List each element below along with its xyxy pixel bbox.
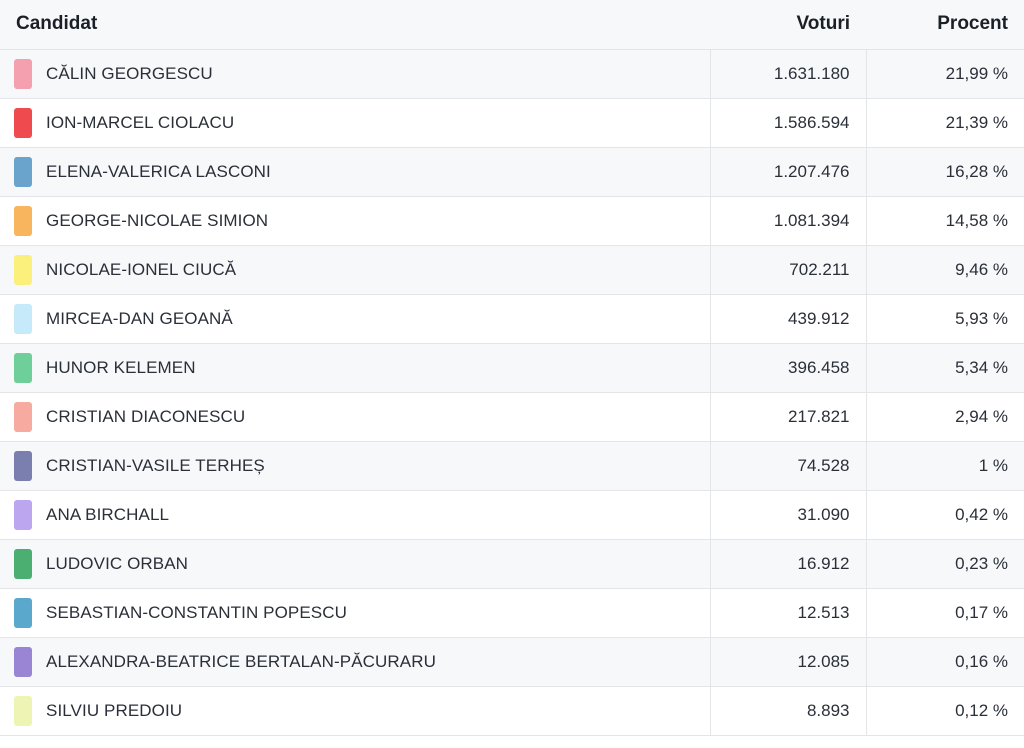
candidate-wrapper bbox=[14, 549, 694, 579]
votes-cell: 1.081.394 bbox=[710, 197, 866, 246]
color-swatch-icon bbox=[14, 696, 32, 726]
percent-cell: 21,39 % bbox=[866, 99, 1024, 148]
votes-cell: 1.631.180 bbox=[710, 50, 866, 99]
color-swatch-icon bbox=[14, 304, 32, 334]
candidate-cell bbox=[0, 344, 710, 393]
candidate-name: GEORGE-NICOLAE SIMION bbox=[46, 211, 269, 230]
candidate-wrapper bbox=[14, 304, 694, 334]
color-swatch-icon bbox=[14, 255, 32, 285]
percent-cell: 0,12 % bbox=[866, 687, 1024, 736]
votes-cell: 396.458 bbox=[710, 344, 866, 393]
candidate-wrapper bbox=[14, 647, 694, 677]
candidate-cell bbox=[0, 50, 710, 99]
column-header-votes[interactable]: Voturi bbox=[710, 0, 866, 50]
table-row[interactable] bbox=[0, 491, 1024, 540]
color-swatch-icon bbox=[14, 549, 32, 579]
candidate-cell bbox=[0, 491, 710, 540]
votes-cell: 1.586.594 bbox=[710, 99, 866, 148]
table-row[interactable] bbox=[0, 99, 1024, 148]
candidate-cell bbox=[0, 148, 710, 197]
table-row[interactable] bbox=[0, 50, 1024, 99]
table-row[interactable] bbox=[0, 540, 1024, 589]
percent-cell: 0,42 % bbox=[866, 491, 1024, 540]
candidate-wrapper bbox=[14, 598, 694, 628]
candidate-cell bbox=[0, 687, 710, 736]
candidate-wrapper bbox=[14, 451, 694, 481]
percent-cell: 5,34 % bbox=[866, 344, 1024, 393]
candidate-name: CRISTIAN DIACONESCU bbox=[46, 407, 246, 426]
candidate-cell bbox=[0, 246, 710, 295]
candidate-cell bbox=[0, 393, 710, 442]
table-row[interactable] bbox=[0, 442, 1024, 491]
table-row[interactable] bbox=[0, 246, 1024, 295]
table-row[interactable] bbox=[0, 344, 1024, 393]
votes-cell: 12.085 bbox=[710, 638, 866, 687]
table-row[interactable] bbox=[0, 393, 1024, 442]
candidate-name: CĂLIN GEORGESCU bbox=[46, 64, 213, 83]
votes-cell: 1.207.476 bbox=[710, 148, 866, 197]
candidate-wrapper bbox=[14, 500, 694, 530]
color-swatch-icon bbox=[14, 647, 32, 677]
percent-cell: 0,23 % bbox=[866, 540, 1024, 589]
votes-cell: 31.090 bbox=[710, 491, 866, 540]
candidate-wrapper bbox=[14, 206, 694, 236]
candidate-name: ION-MARCEL CIOLACU bbox=[46, 113, 235, 132]
table-body bbox=[0, 50, 1024, 736]
table-header bbox=[0, 0, 1024, 50]
candidate-name: SEBASTIAN-CONSTANTIN POPESCU bbox=[46, 603, 347, 622]
column-header-candidate[interactable]: Candidat bbox=[0, 0, 710, 50]
candidate-name: LUDOVIC ORBAN bbox=[46, 554, 189, 573]
votes-cell: 12.513 bbox=[710, 589, 866, 638]
votes-cell: 16.912 bbox=[710, 540, 866, 589]
color-swatch-icon bbox=[14, 402, 32, 432]
column-header-percent[interactable]: Procent bbox=[866, 0, 1024, 50]
candidate-name: MIRCEA-DAN GEOANĂ bbox=[46, 309, 233, 328]
percent-cell: 2,94 % bbox=[866, 393, 1024, 442]
votes-cell: 439.912 bbox=[710, 295, 866, 344]
candidate-wrapper bbox=[14, 255, 694, 285]
candidate-cell bbox=[0, 589, 710, 638]
candidate-name: ANA BIRCHALL bbox=[46, 505, 170, 524]
color-swatch-icon bbox=[14, 206, 32, 236]
color-swatch-icon bbox=[14, 353, 32, 383]
candidate-wrapper bbox=[14, 696, 694, 726]
table-row[interactable] bbox=[0, 638, 1024, 687]
percent-cell: 0,16 % bbox=[866, 638, 1024, 687]
percent-cell: 21,99 % bbox=[866, 50, 1024, 99]
votes-cell: 217.821 bbox=[710, 393, 866, 442]
table-row[interactable] bbox=[0, 589, 1024, 638]
percent-cell: 0,17 % bbox=[866, 589, 1024, 638]
color-swatch-icon bbox=[14, 157, 32, 187]
candidate-cell bbox=[0, 540, 710, 589]
candidate-name: NICOLAE-IONEL CIUCĂ bbox=[46, 260, 237, 279]
table-row[interactable] bbox=[0, 148, 1024, 197]
candidate-cell bbox=[0, 99, 710, 148]
candidate-wrapper bbox=[14, 402, 694, 432]
candidate-name: ALEXANDRA-BEATRICE BERTALAN-PĂCURARU bbox=[46, 652, 436, 671]
candidate-name: CRISTIAN-VASILE TERHEȘ bbox=[46, 456, 265, 475]
candidate-cell bbox=[0, 638, 710, 687]
percent-cell: 14,58 % bbox=[866, 197, 1024, 246]
color-swatch-icon bbox=[14, 598, 32, 628]
table-row[interactable] bbox=[0, 295, 1024, 344]
votes-cell: 8.893 bbox=[710, 687, 866, 736]
candidate-wrapper bbox=[14, 108, 694, 138]
votes-cell: 702.211 bbox=[710, 246, 866, 295]
candidate-cell bbox=[0, 197, 710, 246]
candidate-wrapper bbox=[14, 157, 694, 187]
percent-cell: 9,46 % bbox=[866, 246, 1024, 295]
candidate-wrapper bbox=[14, 353, 694, 383]
color-swatch-icon bbox=[14, 108, 32, 138]
candidate-cell bbox=[0, 442, 710, 491]
color-swatch-icon bbox=[14, 451, 32, 481]
color-swatch-icon bbox=[14, 500, 32, 530]
table-row[interactable] bbox=[0, 687, 1024, 736]
votes-cell: 74.528 bbox=[710, 442, 866, 491]
candidate-name: HUNOR KELEMEN bbox=[46, 358, 196, 377]
color-swatch-icon bbox=[14, 59, 32, 89]
percent-cell: 16,28 % bbox=[866, 148, 1024, 197]
percent-cell: 5,93 % bbox=[866, 295, 1024, 344]
candidate-name: ELENA-VALERICA LASCONI bbox=[46, 162, 271, 181]
candidate-name: SILVIU PREDOIU bbox=[46, 701, 183, 720]
table-row[interactable] bbox=[0, 197, 1024, 246]
candidate-cell bbox=[0, 295, 710, 344]
table-header-row bbox=[0, 0, 1024, 50]
percent-cell: 1 % bbox=[866, 442, 1024, 491]
candidate-wrapper bbox=[14, 59, 694, 89]
